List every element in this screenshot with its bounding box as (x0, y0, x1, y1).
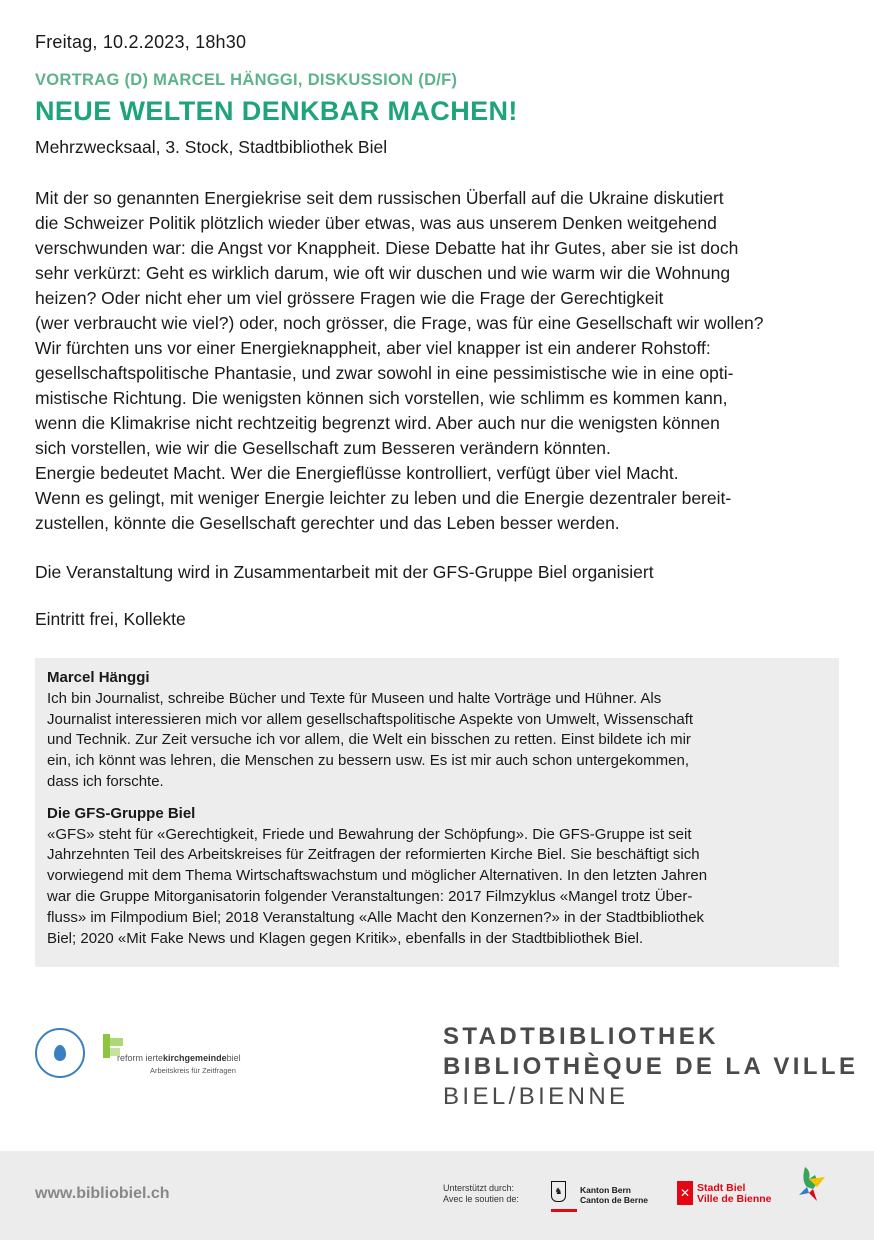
bear-shield-icon: ♞ (551, 1181, 566, 1202)
group-description-line: vorwiegend mit dem Thema Wirtschaftswachstum und möglicher Alternativen. In den letzten Jahren (47, 867, 708, 885)
event-kicker: VORTRAG (D) MARCEL HÄNGGI, DISKUSSION (D/F) (35, 71, 458, 89)
description-line: mistische Richtung. Die wenigsten können sich vorstellen, wie schlimm es kommen kann, (35, 388, 728, 408)
group-description-line: Jahrzehnten Teil des Arbeitskreises für Zeitfragen der reformierten Kirche Biel. Sie beschäftigt sich (47, 846, 700, 864)
description-line: Wir fürchten uns vor einer Energieknappheit, aber viel knapper ist ein anderer Rohstoff: (35, 338, 711, 358)
event-title: NEUE WELTEN DENKBAR MACHEN! (35, 96, 518, 126)
speaker-bio (47, 689, 837, 793)
description-line: sich vorstellen, wie wir die Gesellschaft zum Besseren verändern könnten. (35, 438, 611, 458)
description-line: sehr verkürzt: Geht es wirklich darum, wie oft wir duschen und wie warm wir die Wohnung (35, 263, 731, 283)
speaker-bio-line: dass ich forschte. (47, 772, 164, 790)
description-line: zustellen, könnte die Gesellschaft gerechter und das Leben besser werden. (35, 513, 620, 533)
support-label: Unterstützt durch: Avec le soutien de: (443, 1183, 519, 1204)
description-line: Wenn es gelingt, mit weniger Energie leichter zu leben und die Energie dezentraler bereit- (35, 488, 732, 508)
group-heading: Die GFS-Gruppe Biel (47, 804, 196, 822)
speaker-heading: Marcel Hänggi (47, 669, 150, 686)
description-line: wenn die Klimakrise nicht rechtzeitig begrenzt wird. Aber auch nur die wenigsten können (35, 413, 720, 433)
group-description (47, 825, 837, 950)
library-wordmark: STADTBIBLIOTHEK BIBLIOTHÈQUE DE LA VILLE BIEL/BIENNE (443, 1023, 859, 1110)
event-venue: Mehrzwecksaal, 3. Stock, Stadtbibliothek Biel (35, 137, 388, 157)
community-seal-icon (35, 1028, 85, 1078)
description-line: gesellschaftspolitische Phantasie, und zwar sowohl in eine pessimistische wie in eine opti- (35, 363, 734, 383)
speaker-bio-line: und Technik. Zur Zeit versuche ich vor allem, die Welt ein bisschen zu retten. Einst bildete ich mir (47, 731, 691, 749)
group-description-line: fluss» im Filmpodium Biel; 2018 Veranstaltung «Alle Macht den Konzernen?» in der Stadtbibliothek (47, 908, 705, 926)
website-link[interactable]: www.bibliobiel.ch (35, 1185, 170, 1202)
description-line: (wer verbraucht wie viel?) oder, noch grösser, die Frage, was für eine Gesellschaft wir wollen? (35, 313, 764, 333)
description-line: die Schweizer Politik plötzlich wieder über etwas, was aus unserem Denken weitgehend (35, 213, 717, 233)
entry-note: Eintritt frei, Kollekte (35, 609, 186, 629)
reform-logo-subtitle: Arbeitskreis für Zeitfragen (150, 1066, 236, 1075)
group-description-line: Biel; 2020 «Mit Fake News und Klagen gegen Kritik», ebenfalls in der Stadtbibliothek Biel. (47, 929, 644, 947)
cooperation-note: Die Veranstaltung wird in Zusammentarbeit mit der GFS-Gruppe Biel organisiert (35, 562, 654, 582)
group-description-line: «GFS» steht für «Gerechtigkeit, Friede und Bewahrung der Schöpfung». Die GFS-Gruppe ist seit (47, 825, 692, 843)
event-date: Freitag, 10.2.2023, 18h30 (35, 32, 247, 52)
speaker-bio-line: Journalist interessieren mich vor allem gesellschaftspolitische Aspekte von Umwelt, Wissenschaft (47, 710, 694, 728)
culture-bird-icon (795, 1165, 829, 1205)
biel-shield-icon: ✕ (677, 1181, 693, 1205)
reform-logo-text: reform iertekirchgemeindebiel (117, 1053, 241, 1063)
description-line: verschwunden war: die Angst vor Knappheit. Diese Debatte hat ihr Gutes, aber sie ist doch (35, 238, 739, 258)
event-description (35, 186, 855, 536)
info-box (35, 658, 839, 967)
speaker-bio-line: Ich bin Journalist, schreibe Bücher und Texte für Museen und halte Vorträge und Hühner. Als (47, 689, 662, 707)
description-line: Energie bedeutet Macht. Wer die Energieflüsse kontrolliert, verfügt über viel Macht. (35, 463, 679, 483)
description-line: heizen? Oder nicht eher um viel grössere Fragen wie die Frage der Gerechtigkeit (35, 288, 664, 308)
group-description-line: war die Gruppe Mitorganisatorin folgender Veranstaltungen: 2017 Filmzyklus «Mangel trotz Über- (47, 887, 693, 905)
speaker-bio-line: ein, ich könnt was lehren, die Menschen zu bessern usw. Es ist mir auch schon untergekommen, (47, 752, 689, 770)
description-line: Mit der so genannten Energiekrise seit dem russischen Überfall auf die Ukraine diskutiert (35, 188, 724, 208)
